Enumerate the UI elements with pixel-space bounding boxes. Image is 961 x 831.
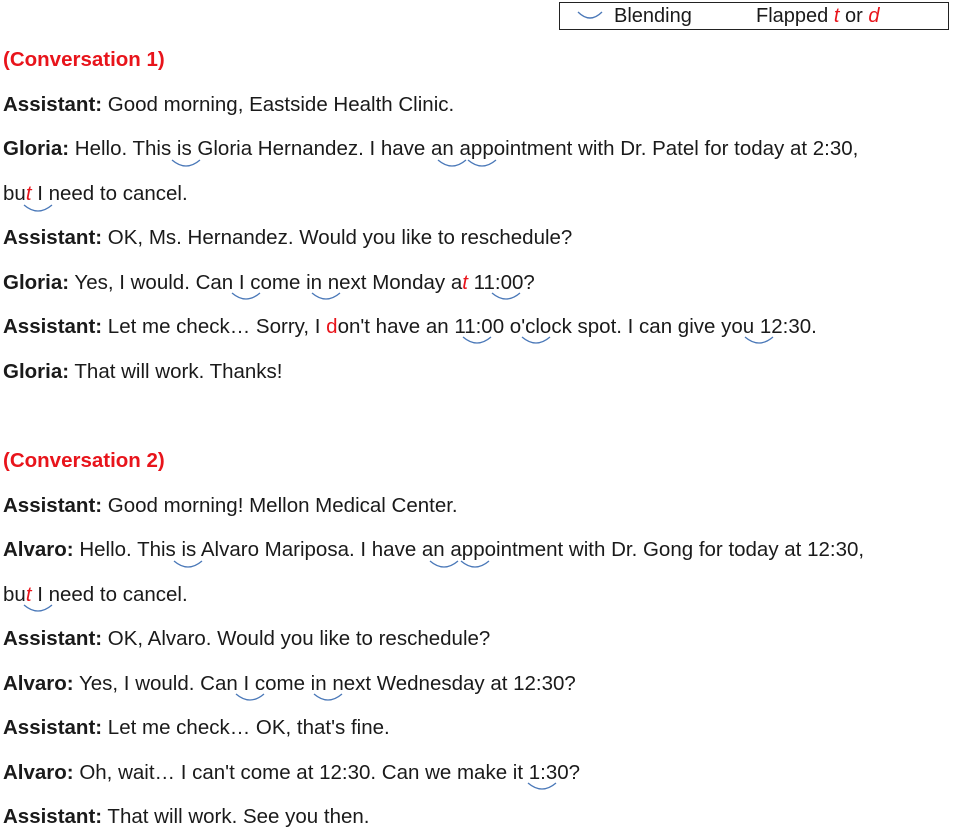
- conv2-line-5: [3, 672, 576, 696]
- legend-blending-label: Blending: [614, 5, 692, 27]
- conv1-line-4: [3, 226, 572, 250]
- dialogue-text: Oh, wait… I can't come at 12:30. Can we make it 1:30?: [73, 761, 581, 784]
- dialogue-text: I need to cancel.: [31, 182, 188, 205]
- speaker-label: Gloria:: [3, 137, 70, 160]
- flapped-letter: t: [462, 271, 468, 294]
- dialogue-text: Good morning! Mellon Medical Center.: [102, 494, 458, 517]
- dialogue-text: Let me check… Sorry, I: [102, 315, 327, 338]
- speaker-label: Assistant:: [3, 93, 103, 116]
- conv2-line-1: [3, 494, 458, 518]
- conv1-line-5: [3, 271, 535, 295]
- conv2-line-2: [3, 538, 864, 562]
- conversation-1-heading: (Conversation 1): [3, 48, 165, 71]
- conv2-line-4: [3, 627, 490, 651]
- dialogue-text: OK, Ms. Hernandez. Would you like to reschedule?: [102, 226, 573, 249]
- speaker-label: Gloria:: [3, 271, 70, 294]
- speaker-label: Assistant:: [3, 226, 103, 249]
- dialogue-text: Good morning, Eastside Health Clinic.: [102, 93, 455, 116]
- conv2-line-3: [3, 583, 188, 607]
- dialogue-text: Yes, I would. Can I come in next Monday a: [69, 271, 463, 294]
- dialogue-text: Let me check… OK, that's fine.: [102, 716, 390, 739]
- conv1-line-6: [3, 315, 817, 339]
- conv1-line-3: [3, 182, 188, 206]
- flapped-letter: t: [25, 182, 32, 205]
- legend-flapped-label: [756, 5, 879, 28]
- legend-flapped-prefix: Flapped: [756, 5, 834, 27]
- speaker-label: Alvaro:: [3, 538, 74, 561]
- legend-flapped-or: or: [839, 5, 869, 27]
- conv1-line-7: [3, 360, 283, 384]
- dialogue-text: OK, Alvaro. Would you like to reschedule?: [102, 627, 491, 650]
- conv1-line-1: [3, 93, 454, 117]
- speaker-label: Alvaro:: [3, 672, 74, 695]
- speaker-label: Assistant:: [3, 805, 103, 828]
- speaker-label: Assistant:: [3, 494, 103, 517]
- legend-flapped-d: d: [868, 5, 880, 27]
- legend-flapped-t: t: [833, 5, 840, 27]
- conv1-line-2: [3, 137, 858, 161]
- conversation-2-heading: (Conversation 2): [3, 449, 165, 472]
- speaker-label: Assistant:: [3, 315, 103, 338]
- speaker-label: Alvaro:: [3, 761, 74, 784]
- blending-arc-icon: [576, 9, 604, 23]
- dialogue-text: Hello. This is Gloria Hernandez. I have an appointment with Dr. Patel for today at 2:30,: [69, 137, 859, 160]
- conv2-line-7: [3, 761, 580, 785]
- legend-box: [559, 2, 949, 30]
- dialogue-text: That will work. See you then.: [102, 805, 370, 828]
- speaker-label: Assistant:: [3, 627, 103, 650]
- dialogue-text: I need to cancel.: [31, 583, 188, 606]
- flapped-letter: d: [326, 315, 338, 338]
- conv2-line-6: [3, 716, 390, 740]
- dialogue-text: on't have an 11:00 o'clock spot. I can give you 12:30.: [337, 315, 817, 338]
- flapped-letter: t: [25, 583, 32, 606]
- dialogue-text: That will work. Thanks!: [69, 360, 283, 383]
- dialogue-text: 11:00?: [467, 271, 535, 294]
- dialogue-text: Yes, I would. Can I come in next Wednesday at 12:30?: [73, 672, 576, 695]
- speaker-label: Assistant:: [3, 716, 103, 739]
- speaker-label: Gloria:: [3, 360, 70, 383]
- dialogue-text: bu: [3, 182, 26, 205]
- dialogue-text: bu: [3, 583, 26, 606]
- conv2-line-8: [3, 805, 370, 829]
- dialogue-text: Hello. This is Alvaro Mariposa. I have an appointment with Dr. Gong for today at 12:30,: [73, 538, 865, 561]
